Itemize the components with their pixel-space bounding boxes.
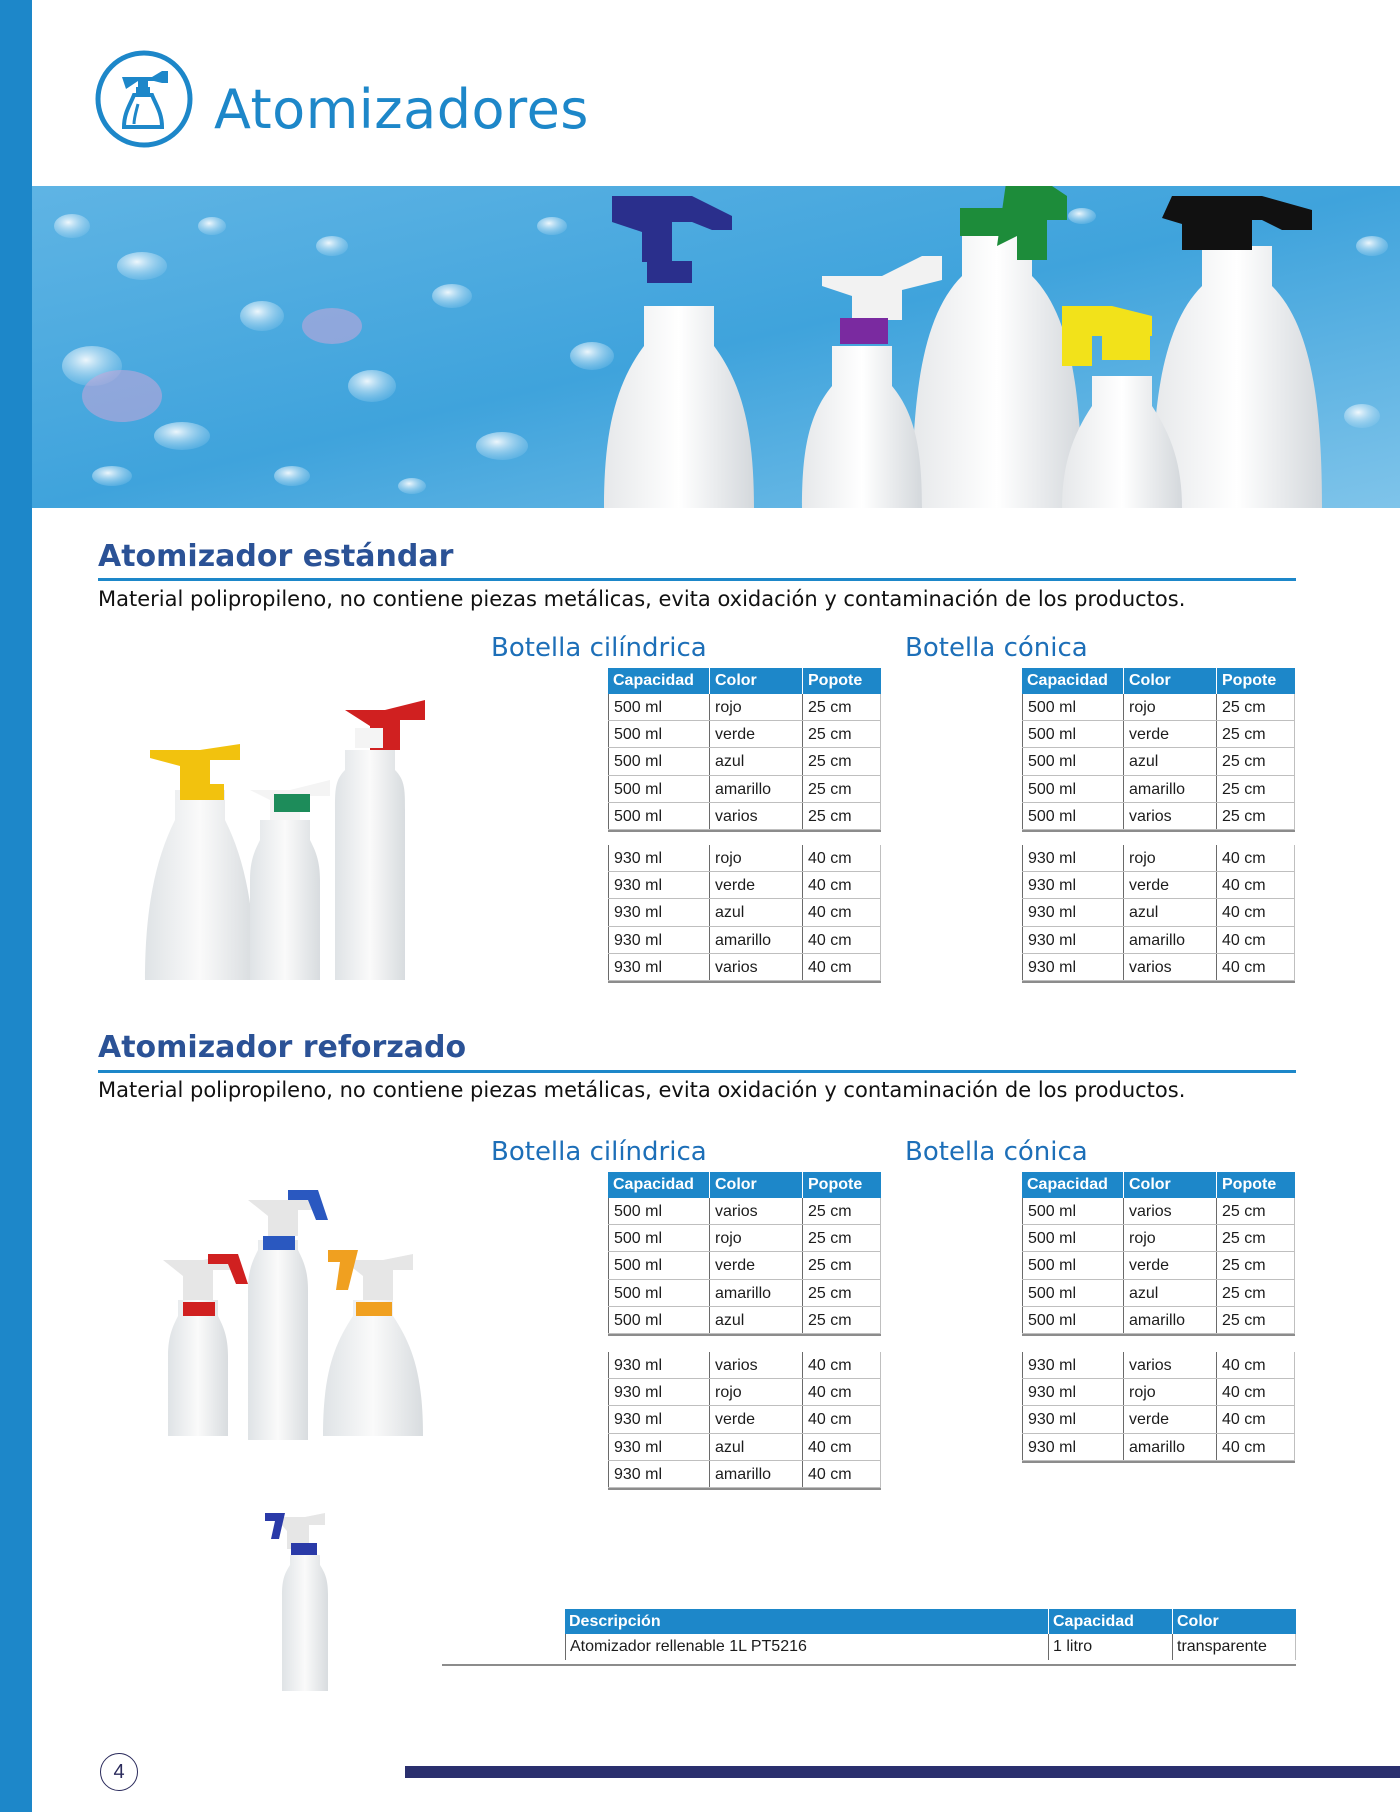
section-title-estandar: Atomizador estándar — [98, 539, 454, 574]
cell-popote: 40 cm — [1216, 845, 1295, 871]
cell-color: amarillo — [1123, 776, 1216, 802]
cell-capacidad: 500 ml — [608, 803, 709, 829]
table-row — [1022, 1352, 1295, 1379]
header-capacidad: Capacidad — [613, 1176, 694, 1193]
standard-sprayers-image — [140, 690, 440, 982]
header-descripcion: Descripción — [569, 1613, 661, 1630]
cell-color: azul — [1123, 899, 1216, 925]
table-bottom-rule — [442, 1664, 1296, 1666]
cell-popote: 25 cm — [1216, 803, 1295, 829]
cell-popote: 40 cm — [802, 1379, 881, 1405]
cell-popote: 25 cm — [1216, 694, 1295, 720]
section-description: Material polipropileno, no contiene piezas metálicas, evita oxidación y contaminación de los productos. — [98, 587, 1186, 611]
cell-color: rojo — [1123, 1379, 1216, 1405]
cell-capacidad: 930 ml — [608, 1434, 709, 1460]
section-title-reforzado: Atomizador reforzado — [98, 1030, 467, 1065]
table-row — [608, 872, 881, 899]
cell-popote: 25 cm — [1216, 748, 1295, 774]
cell-popote: 40 cm — [1216, 872, 1295, 898]
cell-color: verde — [709, 872, 802, 898]
cell-color: verde — [709, 1252, 802, 1278]
header-popote: Popote — [802, 668, 881, 694]
cell-popote: 40 cm — [1216, 899, 1295, 925]
cell-color: varios — [709, 954, 802, 980]
header-color: Color — [709, 668, 802, 694]
cell-capacidad: 500 ml — [608, 1225, 709, 1251]
cell-descripcion: Atomizador rellenable 1L PT5216 — [565, 1634, 1048, 1660]
cell-color: azul — [709, 1307, 802, 1333]
table-header — [608, 1172, 881, 1198]
cell-popote: 40 cm — [1216, 954, 1295, 980]
cell-popote: 25 cm — [802, 1307, 881, 1333]
cell-color: amarillo — [709, 927, 802, 953]
cell-capacidad: 930 ml — [1022, 1434, 1123, 1460]
table-body — [608, 1352, 881, 1490]
header-popote: Popote — [802, 1172, 881, 1198]
table-row — [1022, 872, 1295, 899]
cell-capacidad: 500 ml — [608, 748, 709, 774]
table-row — [608, 776, 881, 803]
header-popote: Popote — [1216, 668, 1295, 694]
footer-bar — [405, 1766, 1400, 1778]
table-row — [1022, 748, 1295, 775]
table-row — [608, 927, 881, 954]
cell-popote: 40 cm — [1216, 927, 1295, 953]
cell-popote: 25 cm — [802, 1198, 881, 1224]
cell-capacidad: 500 ml — [608, 721, 709, 747]
table-header — [1022, 668, 1295, 694]
spray-bottle-icon — [94, 49, 194, 149]
table-row — [608, 899, 881, 926]
refillable-sprayer-image — [255, 1505, 345, 1695]
cell-color: amarillo — [1123, 927, 1216, 953]
cell-color: amarillo — [709, 1461, 802, 1487]
table-row — [1022, 1198, 1295, 1225]
table-row — [608, 1307, 881, 1334]
cell-popote: 25 cm — [802, 803, 881, 829]
cell-popote: 25 cm — [802, 1252, 881, 1278]
table-row — [1022, 1225, 1295, 1252]
cell-color: varios — [1123, 1198, 1216, 1224]
cell-popote: 40 cm — [1216, 1352, 1295, 1378]
cell-color: amarillo — [1123, 1307, 1216, 1333]
left-accent-bar — [0, 0, 32, 1812]
cell-capacidad: 500 ml — [1022, 748, 1123, 774]
table-row — [608, 1252, 881, 1279]
cell-capacidad: 930 ml — [1022, 954, 1123, 980]
cell-color: verde — [1123, 1252, 1216, 1278]
group-title-cilindrica: Botella cilíndrica — [491, 1137, 707, 1167]
cell-popote: 40 cm — [1216, 1406, 1295, 1432]
table-row — [1022, 1379, 1295, 1406]
reinforced-sprayers-image — [148, 1180, 448, 1450]
table-row — [608, 748, 881, 775]
cell-capacidad: 500 ml — [608, 694, 709, 720]
cell-color: varios — [1123, 1352, 1216, 1378]
cell-color: rojo — [1123, 845, 1216, 871]
cell-capacidad: 500 ml — [608, 1280, 709, 1306]
cell-color: verde — [1123, 872, 1216, 898]
cell-popote: 40 cm — [1216, 1434, 1295, 1460]
table-reforzado-cilindrica — [608, 1172, 881, 1490]
cell-color: azul — [709, 748, 802, 774]
table-row — [608, 803, 881, 830]
cell-color: amarillo — [709, 1280, 802, 1306]
table-row — [608, 1434, 881, 1461]
table-body — [608, 845, 881, 983]
cell-color: verde — [1123, 1406, 1216, 1432]
table-row — [608, 694, 881, 721]
table-body — [608, 694, 881, 832]
table-row — [608, 954, 881, 981]
cell-capacidad: 930 ml — [1022, 1379, 1123, 1405]
table-rellenable — [565, 1609, 1296, 1660]
header-capacidad: Capacidad — [1048, 1609, 1172, 1634]
cell-capacidad: 500 ml — [1022, 721, 1123, 747]
cell-color: amarillo — [1123, 1434, 1216, 1460]
cell-capacidad: 500 ml — [1022, 1280, 1123, 1306]
cell-popote: 40 cm — [802, 1434, 881, 1460]
cell-color: rojo — [709, 694, 802, 720]
cell-capacidad: 930 ml — [608, 899, 709, 925]
table-row — [608, 721, 881, 748]
cell-color: varios — [1123, 803, 1216, 829]
table-row — [1022, 1406, 1295, 1433]
cell-color: varios — [1123, 954, 1216, 980]
group-title-cilindrica: Botella cilíndrica — [491, 633, 707, 663]
header-capacidad: Capacidad — [1027, 672, 1108, 689]
table-row — [608, 1379, 881, 1406]
cell-color: rojo — [1123, 694, 1216, 720]
cell-color: verde — [709, 1406, 802, 1432]
cell-capacidad: 930 ml — [608, 1461, 709, 1487]
table-row — [608, 1198, 881, 1225]
cell-color: rojo — [709, 1379, 802, 1405]
cell-popote: 40 cm — [802, 954, 881, 980]
cell-capacidad: 930 ml — [1022, 1352, 1123, 1378]
cell-color: amarillo — [709, 776, 802, 802]
cell-capacidad: 930 ml — [608, 872, 709, 898]
table-body — [1022, 845, 1295, 983]
cell-popote: 40 cm — [802, 1406, 881, 1432]
cell-capacidad: 930 ml — [1022, 927, 1123, 953]
cell-popote: 25 cm — [802, 1280, 881, 1306]
table-row — [1022, 1280, 1295, 1307]
cell-capacidad: 500 ml — [1022, 803, 1123, 829]
cell-capacidad: 500 ml — [608, 1252, 709, 1278]
table-row — [608, 1406, 881, 1433]
cell-color: varios — [709, 803, 802, 829]
cell-popote: 25 cm — [1216, 721, 1295, 747]
table-body — [1022, 1352, 1295, 1463]
cell-capacidad: 500 ml — [1022, 1198, 1123, 1224]
table-row — [1022, 899, 1295, 926]
cell-capacidad: 930 ml — [608, 1352, 709, 1378]
cell-capacidad: 500 ml — [1022, 1225, 1123, 1251]
section-divider — [98, 578, 1296, 581]
cell-capacidad: 930 ml — [1022, 845, 1123, 871]
cell-popote: 25 cm — [1216, 1307, 1295, 1333]
page-title: Atomizadores — [214, 78, 589, 141]
table-row — [608, 1225, 881, 1252]
cell-color: varios — [709, 1198, 802, 1224]
cell-capacidad: 930 ml — [608, 1379, 709, 1405]
table-row — [1022, 1307, 1295, 1334]
cell-capacidad: 500 ml — [608, 776, 709, 802]
cell-capacidad: 930 ml — [1022, 872, 1123, 898]
cell-popote: 25 cm — [802, 776, 881, 802]
cell-color: rojo — [709, 845, 802, 871]
cell-popote: 40 cm — [802, 1461, 881, 1487]
cell-color: varios — [709, 1352, 802, 1378]
table-header — [565, 1609, 1296, 1634]
table-body — [1022, 1198, 1295, 1336]
table-row — [608, 1280, 881, 1307]
cell-popote: 25 cm — [1216, 776, 1295, 802]
section-description: Material polipropileno, no contiene piezas metálicas, evita oxidación y contaminación de los productos. — [98, 1078, 1186, 1102]
cell-capacidad: 930 ml — [608, 1406, 709, 1432]
cell-capacidad: 500 ml — [1022, 1252, 1123, 1278]
table-row — [1022, 1252, 1295, 1279]
cell-color: rojo — [709, 1225, 802, 1251]
cell-capacidad: 930 ml — [608, 927, 709, 953]
header-capacidad: Capacidad — [613, 672, 694, 689]
cell-color: transparente — [1172, 1634, 1296, 1660]
table-reforzado-conica — [1022, 1172, 1295, 1463]
cell-capacidad: 500 ml — [1022, 776, 1123, 802]
table-row — [1022, 776, 1295, 803]
cell-color: rojo — [1123, 1225, 1216, 1251]
table-row — [608, 1461, 881, 1488]
table-row — [565, 1634, 1296, 1660]
table-row — [1022, 954, 1295, 981]
table-header — [608, 668, 881, 694]
table-row — [1022, 845, 1295, 872]
cell-capacidad: 1 litro — [1048, 1634, 1172, 1660]
cell-color: verde — [709, 721, 802, 747]
cell-capacidad: 930 ml — [1022, 1406, 1123, 1432]
hero-banner-image — [32, 186, 1400, 508]
cell-color: azul — [709, 899, 802, 925]
cell-popote: 40 cm — [802, 845, 881, 871]
header-capacidad: Capacidad — [1027, 1176, 1108, 1193]
cell-color: azul — [709, 1434, 802, 1460]
table-row — [1022, 721, 1295, 748]
page-number: 4 — [100, 1753, 138, 1791]
cell-popote: 25 cm — [1216, 1280, 1295, 1306]
cell-popote: 40 cm — [1216, 1379, 1295, 1405]
header-color: Color — [1172, 1609, 1296, 1634]
cell-color: azul — [1123, 1280, 1216, 1306]
cell-capacidad: 930 ml — [1022, 899, 1123, 925]
cell-popote: 25 cm — [802, 748, 881, 774]
header-popote: Popote — [1216, 1172, 1295, 1198]
table-row — [1022, 1434, 1295, 1461]
header-color: Color — [1123, 668, 1216, 694]
cell-popote: 40 cm — [802, 872, 881, 898]
cell-capacidad: 500 ml — [1022, 694, 1123, 720]
cell-popote: 40 cm — [802, 927, 881, 953]
cell-color: azul — [1123, 748, 1216, 774]
cell-popote: 25 cm — [1216, 1252, 1295, 1278]
table-header — [1022, 1172, 1295, 1198]
cell-capacidad: 500 ml — [608, 1198, 709, 1224]
table-row — [1022, 927, 1295, 954]
cell-capacidad: 930 ml — [608, 954, 709, 980]
table-row — [608, 1352, 881, 1379]
cell-capacidad: 500 ml — [1022, 1307, 1123, 1333]
cell-popote: 25 cm — [802, 694, 881, 720]
section-divider — [98, 1070, 1296, 1073]
group-title-conica: Botella cónica — [905, 1137, 1088, 1167]
header-color: Color — [1123, 1172, 1216, 1198]
table-estandar-cilindrica — [608, 668, 881, 983]
cell-popote: 25 cm — [802, 721, 881, 747]
group-title-conica: Botella cónica — [905, 633, 1088, 663]
cell-popote: 40 cm — [802, 899, 881, 925]
header-color: Color — [709, 1172, 802, 1198]
cell-popote: 25 cm — [1216, 1225, 1295, 1251]
table-estandar-conica — [1022, 668, 1295, 983]
table-row — [1022, 694, 1295, 721]
cell-popote: 25 cm — [802, 1225, 881, 1251]
table-body — [608, 1198, 881, 1336]
table-row — [608, 845, 881, 872]
cell-popote: 40 cm — [802, 1352, 881, 1378]
table-body — [1022, 694, 1295, 832]
cell-capacidad: 930 ml — [608, 845, 709, 871]
table-row — [1022, 803, 1295, 830]
cell-popote: 25 cm — [1216, 1198, 1295, 1224]
cell-color: verde — [1123, 721, 1216, 747]
cell-capacidad: 500 ml — [608, 1307, 709, 1333]
